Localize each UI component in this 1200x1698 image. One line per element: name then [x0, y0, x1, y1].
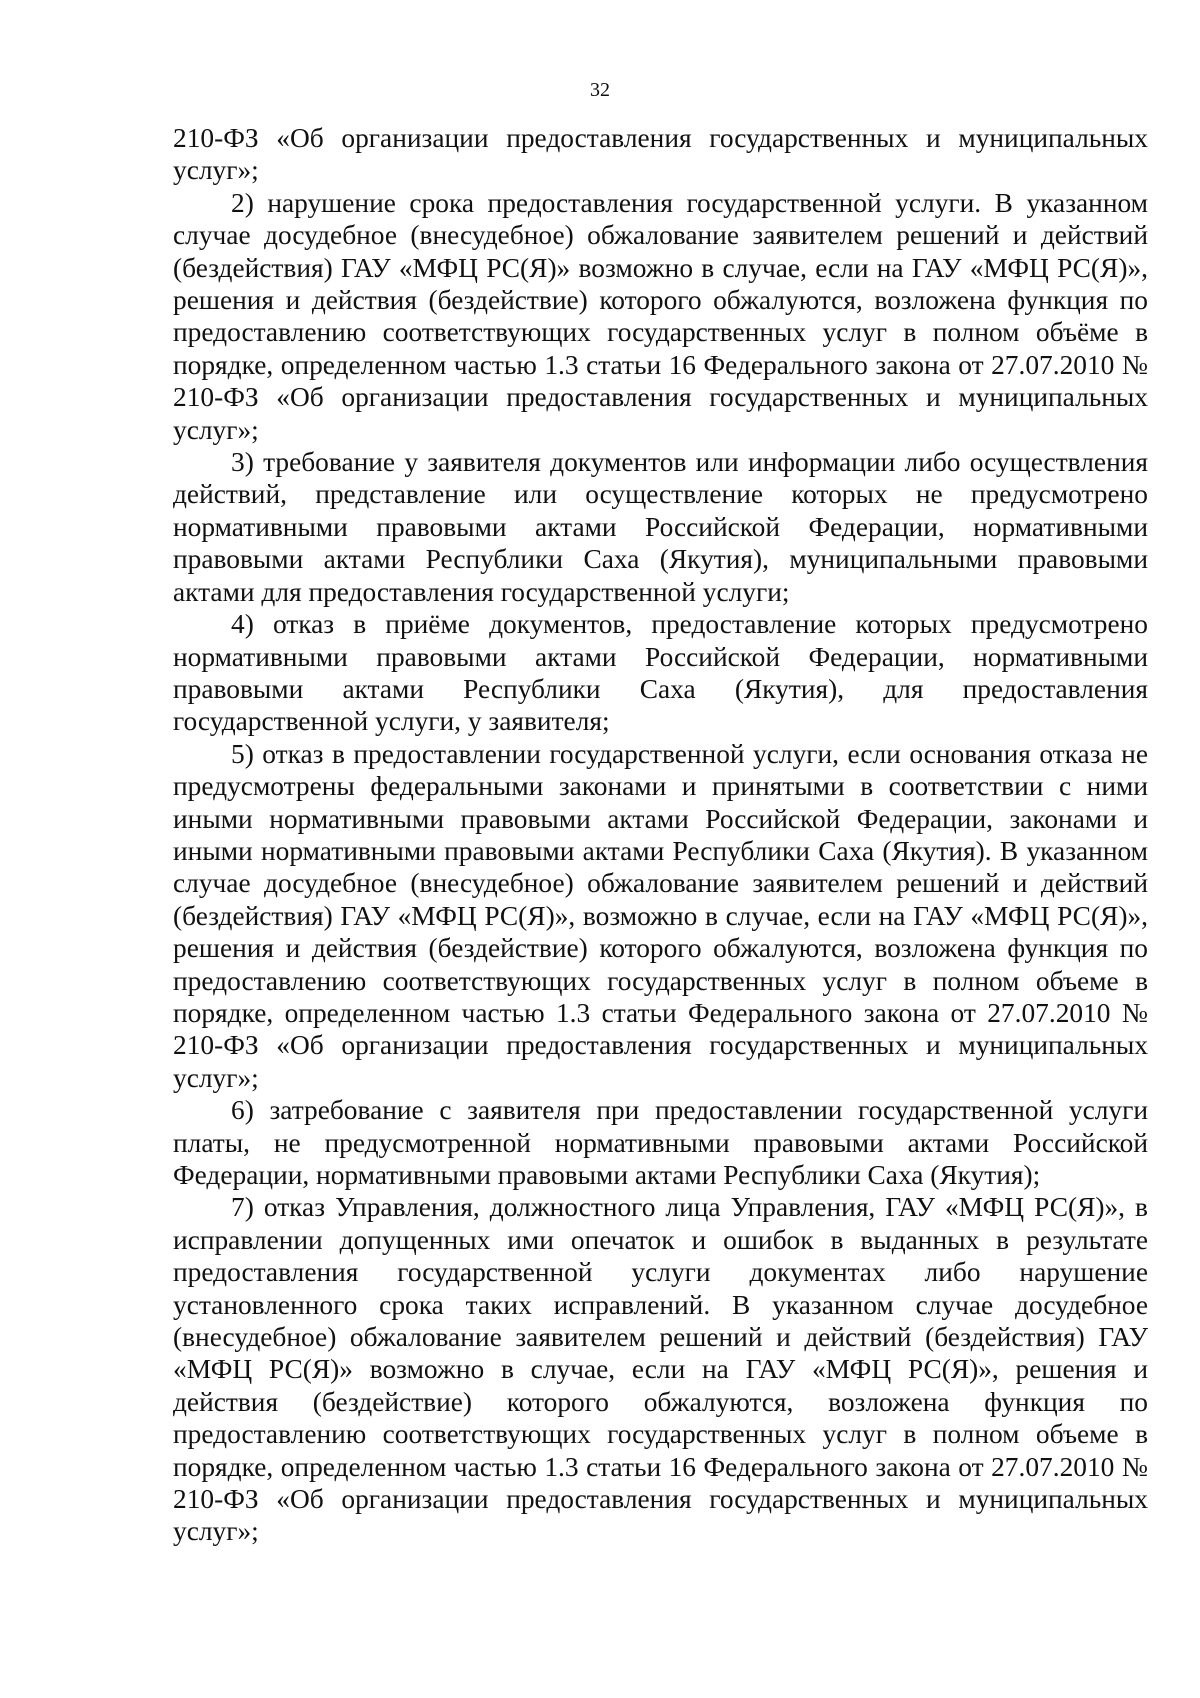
paragraph-continuation: 210-ФЗ «Об организации предоставления государственных и муниципальных услуг»;	[173, 123, 1148, 186]
paragraph-item-3: 3) требование у заявителя документов или информации либо осуществления действий, представление или осуществление которых не предусмотрено нормативными правовыми актами Российской Федерации, нормативными правовыми актами Республики Саха (Якутия), муниципальными правовыми актами для предоставления государственной услуги;	[173, 447, 1148, 607]
document-body	[173, 122, 1148, 1548]
paragraph-item-7: 7) отказ Управления, должностного лица Управления, ГАУ «МФЦ РС(Я)», в исправлении допущенных ими опечаток и ошибок в выданных в результате предоставления государственной услуги документах либо нарушение установленного срока таких исправлений. В указанном случае досудебное (внесудебное) обжалование заявителем решений и действий (бездействия) ГАУ «МФЦ РС(Я)» возможно в случае, если на ГАУ «МФЦ РС(Я)», решения и действия (бездействие) которого обжалуются, возложена функция по предоставлению соответствующих государственных услуг в полном объеме в порядке, определенном частью 1.3 статьи 16 Федерального закона от 27.07.2010 № 210-ФЗ «Об организации предоставления государственных и муниципальных услуг»;	[173, 1192, 1148, 1547]
paragraph-item-5: 5) отказ в предоставлении государственной услуги, если основания отказа не предусмотрены федеральными законами и принятыми в соответствии с ними иными нормативными правовыми актами Российской Федерации, законами и иными нормативными правовыми актами Республики Саха (Якутия). В указанном случае досудебное (внесудебное) обжалование заявителем решений и действий (бездействия) ГАУ «МФЦ РС(Я)», возможно в случае, если на ГАУ «МФЦ РС(Я)», решения и действия (бездействие) которого обжалуются, возложена функция по предоставлению соответствующих государственных услуг в полном объеме в порядке, определенном частью 1.3 статьи Федерального закона от 27.07.2010 № 210-ФЗ «Об организации предоставления государственных и муниципальных услуг»;	[173, 738, 1148, 1093]
page-number: 32	[590, 79, 610, 101]
paragraph-item-6: 6) затребование с заявителя при предоставлении государственной услуги платы, не предусмотренной нормативными правовыми актами Российской Федерации, нормативными правовыми актами Республики Саха (Якутия);	[173, 1095, 1148, 1190]
paragraph-item-4: 4) отказ в приёме документов, предоставление которых предусмотрено нормативными правовыми актами Российской Федерации, нормативными правовыми актами Республики Саха (Якутия), для предоставления государственной услуги, у заявителя;	[173, 609, 1148, 737]
paragraph-item-2: 2) нарушение срока предоставления государственной услуги. В указанном случае досудебное (внесудебное) обжалование заявителем решений и действий (бездействия) ГАУ «МФЦ РС(Я)» возможно в случае, если на ГАУ «МФЦ РС(Я)», решения и действия (бездействие) которого обжалуются, возложена функция по предоставлению соответствующих государственных услуг в полном объёме в порядке, определенном частью 1.3 статьи 16 Федерального закона от 27.07.2010 № 210-ФЗ «Об организации предоставления государственных и муниципальных услуг»;	[173, 187, 1148, 445]
